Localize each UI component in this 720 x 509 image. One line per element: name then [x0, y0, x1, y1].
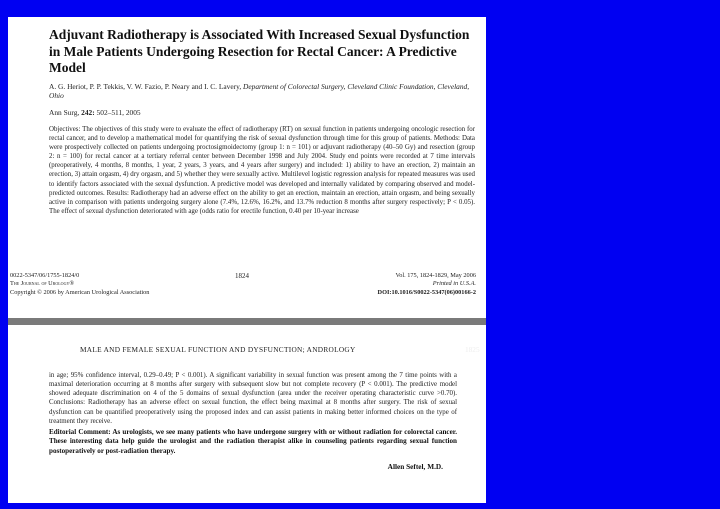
author-list: [49, 82, 475, 101]
editorial-label: Editorial Comment:: [49, 427, 111, 436]
editorial-signature: Allen Seftel, M.D.: [387, 462, 443, 472]
abstract-continuation: in age; 95% confidence interval, 0.29–0.49; P < 0.001). A significant variability in sexual function was present among the 7 time points with a maximal deterioration occurring at 8 months after surgery with subsequent slow but not complete recovery (P < 0.001). The predictive model showed adequate discrimination on 4 of the 5 domains of sexual dysfunction (area under the receiver operating characteristic curve >0.70). Conclusions: Radiotherapy has an adverse effect on sexual function, the effect being maximal at 8 months after surgery. The risk of sexual dysfunction can be quantified preoperatively using the proposed index and can assist patients in making better informed choices on the type of treatment they receive.: [49, 372, 457, 425]
author-names: A. G. Heriot, P. P. Tekkis, V. W. Fazio, P. Neary and I. C. Lavery,: [49, 81, 242, 91]
footer-journal-name: The Journal of Urology®: [10, 280, 75, 288]
citation-volume: 242:: [81, 107, 95, 117]
footer-page-number: 1824: [235, 272, 249, 280]
footer-issn: 0022-5347/06/1755-1824/0: [10, 272, 80, 279]
citation-journal: Ann Surg,: [49, 107, 80, 117]
editorial-comment: [49, 428, 457, 456]
journal-page-1824: [8, 17, 486, 318]
footer-volume-info: [276, 272, 476, 297]
page-number-1825: 1825: [465, 345, 480, 354]
article-citation: [49, 108, 475, 117]
editorial-text: As urologists, we see many patients who have undergone surgery with or without radiation for colorectal cancer. These interesting data help guide the urologist and the radiation therapist alike in counseling patients regarding sexual function postoperatively or post-radiation therapy.: [49, 427, 458, 455]
author-affiliation: Department of Colorectal Surgery, Cleveland Clinic Foundation, Cleveland, Ohio: [49, 81, 470, 101]
footer-doi: DOI:10.1016/S0022-5347(06)00166-2: [377, 288, 476, 296]
page-divider: [8, 318, 486, 325]
abstract-text: Objectives: The objectives of this study were to evaluate the effect of radiotherapy (RT) on sexual function in patients undergoing oncologic resection for rectal cancer, and to develop a mathematical model for quantifying the risk of sexual dysfunction through time for this group of patients. Methods: Data were prospectively collected on patients undergoing proctosigmoidectomy (group 1: n = 101) or adjuvant radiotherapy (40–50 Gy) and resection (group 2: n = 100) for rectal cancer at a tertiary referral center between December 1998 and July 2004. Study end points were recorded at 7 time intervals (preoperatively, 4 months, 8 months, 1 year, 2 years, 3 years, and 4 years after surgery) and included: 1) ability to have an erection, 2) maintain an erection, 3) attain orgasm, 4) dry orgasm, and 5) whether they were sexually active. Multilevel logistic regression analysis for repeated measures was used to identify factors associated with the sexual dysfunction. A predictive model was developed and internally validated by comparing observed and model-predicted outcomes. Results: Radiotherapy had an adverse effect on the ability to get an erection, maintain an erection, attain orgasm, and being sexually active in comparison with patients undergoing surgery alone (7.4%, 12.6%, 16.2%, and 13.7% reduction 8 months after surgery respectively; P < 0.05). The effect of sexual dysfunction deteriorated with age (odds ratio for erectile function, 0.40 per 10-year increase: [49, 125, 475, 216]
citation-pages: 502–511, 2005: [96, 107, 141, 117]
footer-journal-info: [10, 272, 220, 297]
article-title: Adjuvant Radiotherapy is Associated With Increased Sexual Dysfunction in Male Patients Undergoing Resection for Rectal Cancer: A Predictive Model: [49, 27, 470, 75]
footer-copyright: Copyright © 2006 by American Urological Association: [10, 288, 150, 296]
running-head: MALE AND FEMALE SEXUAL FUNCTION AND DYSFUNCTION; ANDROLOGY: [80, 345, 356, 354]
footer-printed: Printed in U.S.A.: [432, 280, 476, 288]
footer-volume: Vol. 175, 1824-1829, May 2006: [395, 272, 476, 279]
